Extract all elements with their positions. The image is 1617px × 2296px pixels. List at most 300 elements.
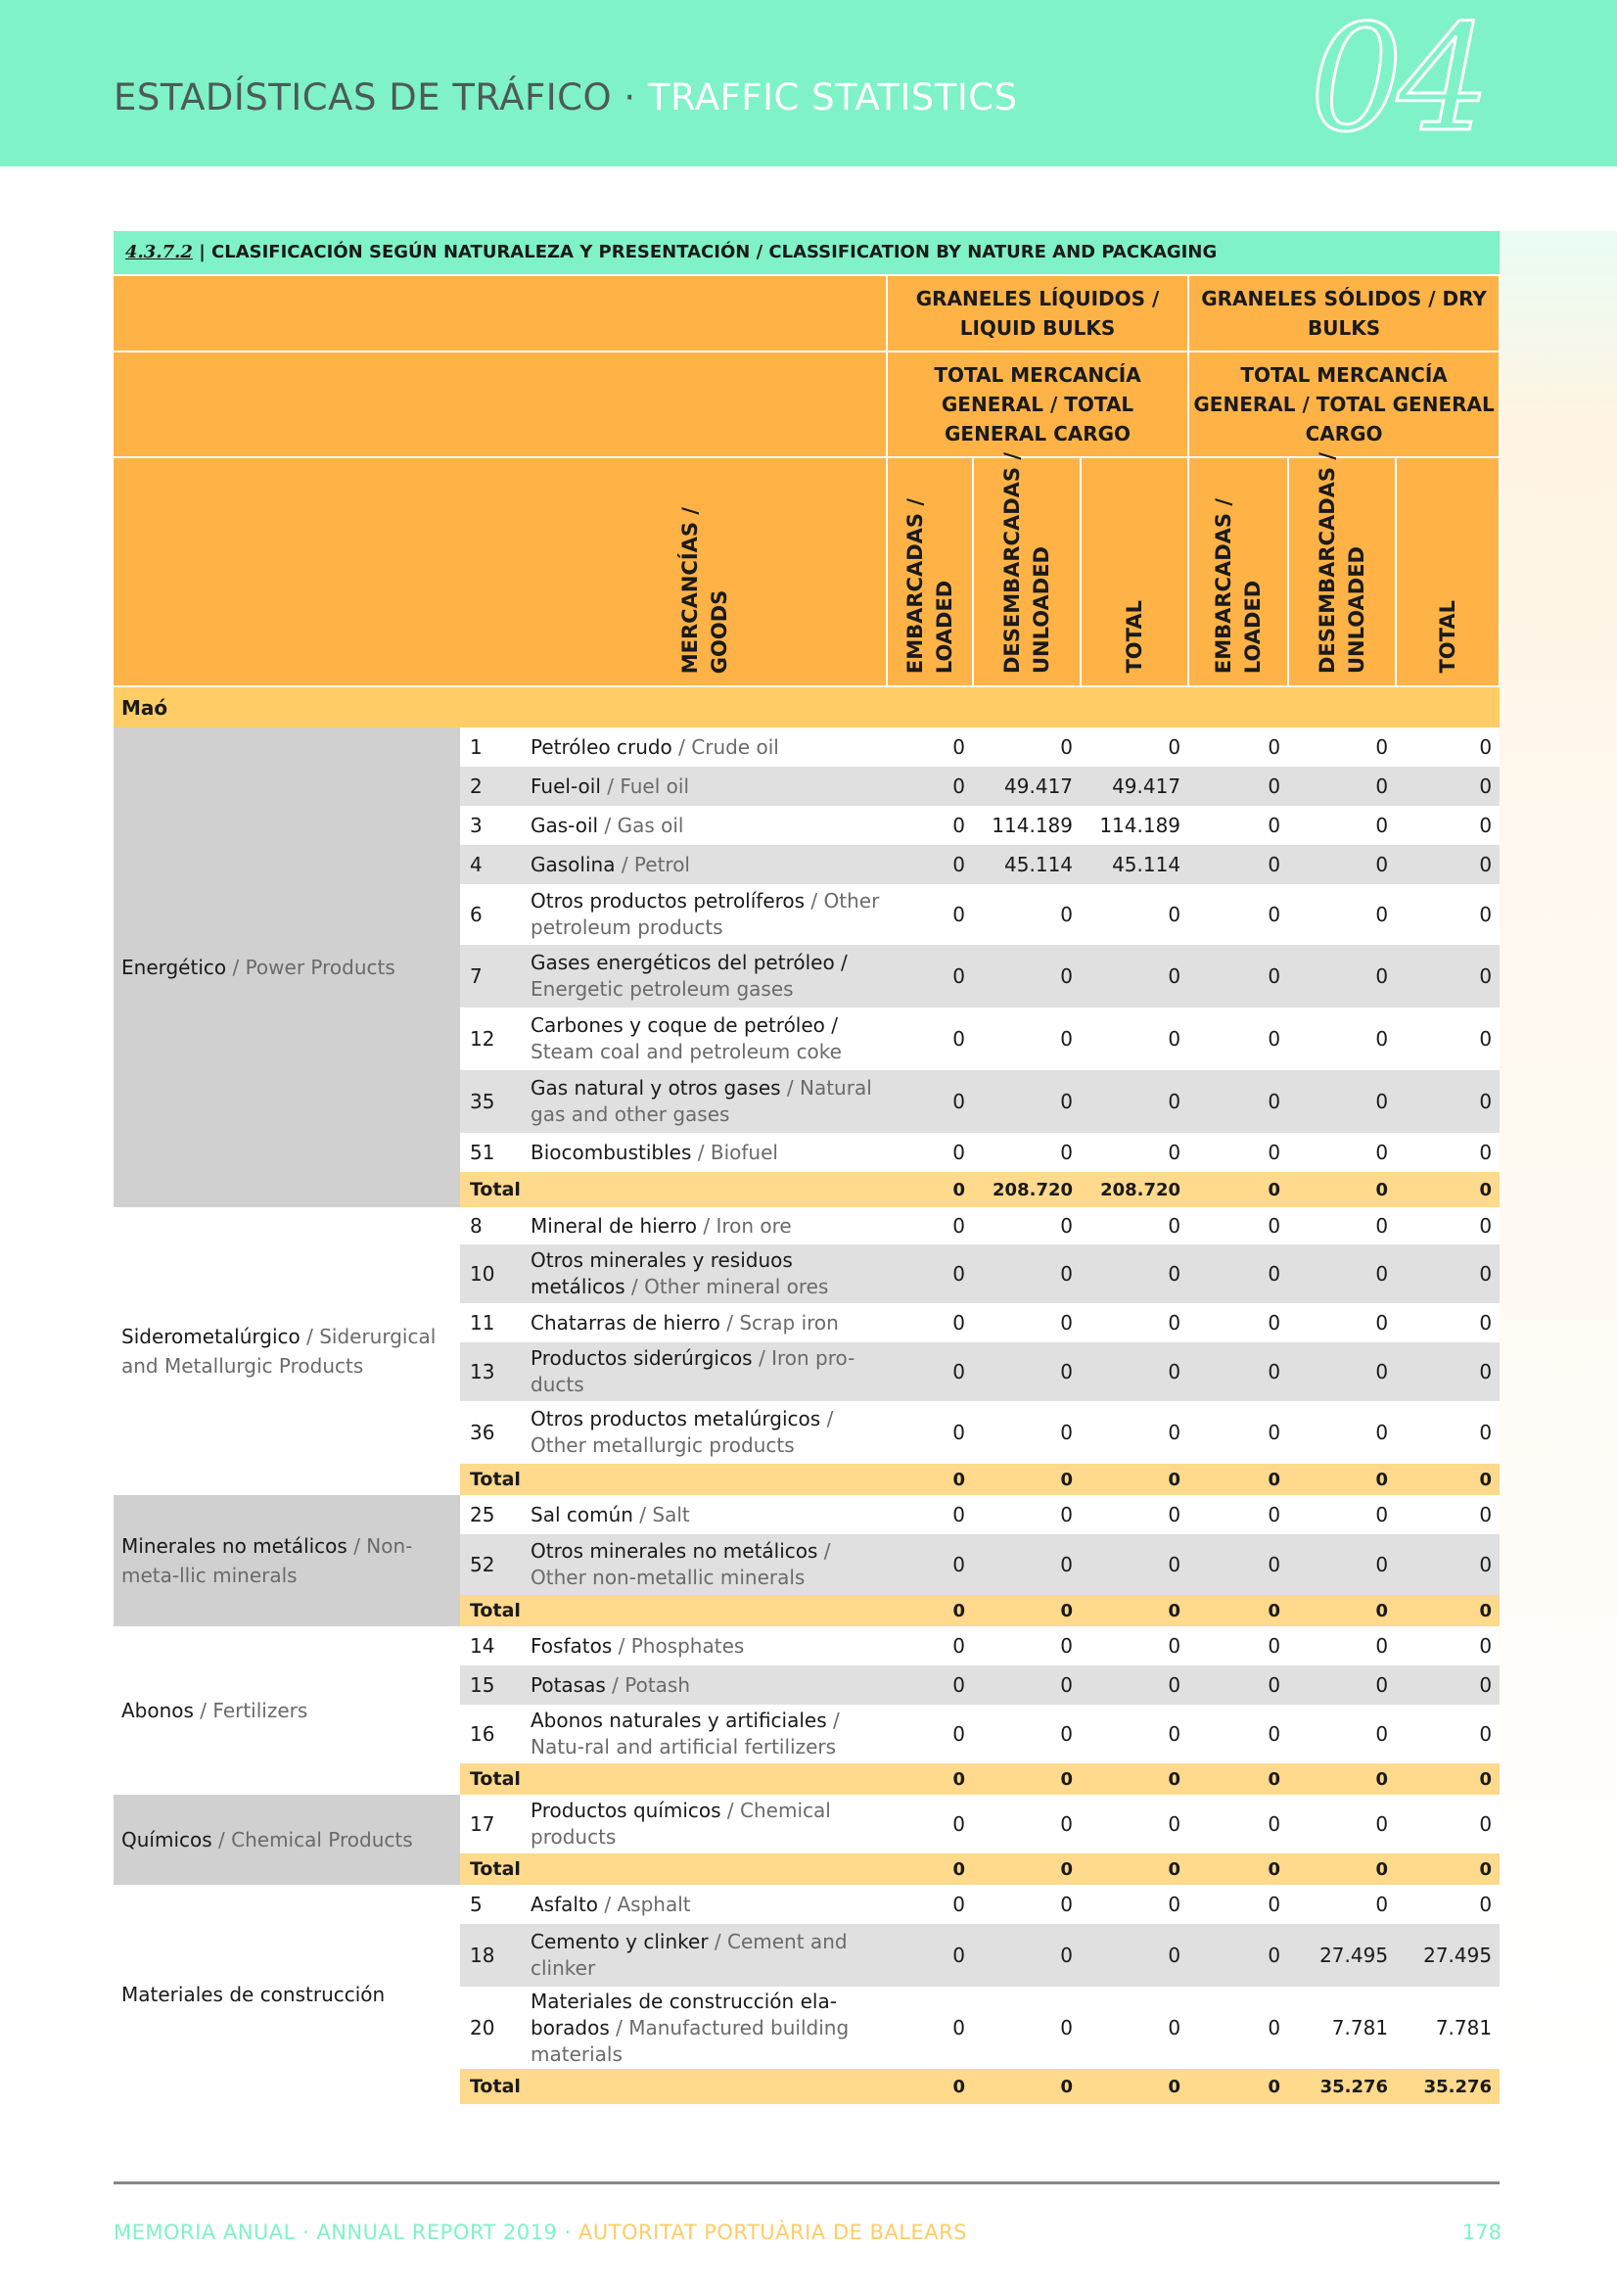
goods-name-es: Otros minerales y residuos metálicos	[531, 1248, 793, 1298]
value-liquid-unloaded: 0	[973, 1534, 1081, 1595]
goods-name	[525, 945, 887, 1007]
total-value: 0	[973, 2069, 1081, 2104]
header-title-es: ESTADÍSTICAS DE TRÁFICO	[114, 76, 613, 118]
value-liquid-loaded: 0	[887, 1705, 973, 1763]
total-value: 0	[1081, 1595, 1188, 1626]
col-dry-total: TOTAL	[1396, 457, 1500, 686]
goods-code: 3	[460, 806, 525, 845]
header-blank	[114, 351, 887, 457]
total-value: 0	[1288, 1464, 1396, 1495]
group-label	[114, 1885, 460, 2104]
section-number: 4.3.7.2	[125, 242, 193, 262]
goods-code: 17	[460, 1795, 525, 1853]
group-label	[114, 727, 460, 1207]
goods-code: 12	[460, 1007, 525, 1070]
page-number: 178	[1461, 2221, 1502, 2244]
value-liquid-unloaded: 49.417	[973, 767, 1081, 806]
goods-name-es: Otros productos metalúrgicos	[531, 1407, 821, 1430]
goods-name	[525, 1070, 887, 1133]
goods-name-en: / Other mineral ores	[624, 1275, 829, 1298]
value-liquid-unloaded: 0	[973, 1133, 1081, 1172]
value-dry-total: 0	[1396, 1665, 1500, 1705]
table-row	[114, 1885, 1500, 1924]
goods-name-es: Productos siderúrgicos	[531, 1346, 753, 1370]
value-dry-unloaded: 0	[1288, 1626, 1396, 1665]
value-dry-total: 0	[1396, 1244, 1500, 1303]
value-dry-total: 0	[1396, 1070, 1500, 1133]
table-row	[114, 1626, 1500, 1665]
table-row	[114, 1495, 1500, 1534]
value-liquid-unloaded: 0	[973, 1885, 1081, 1924]
goods-code: 5	[460, 1885, 525, 1924]
goods-name	[525, 1924, 887, 1987]
goods-name-es: Gases energéticos del petróleo /	[531, 951, 848, 974]
goods-name	[525, 1626, 887, 1665]
goods-code: 20	[460, 1987, 525, 2069]
goods-name-es: Chatarras de hierro	[531, 1310, 720, 1335]
value-dry-unloaded: 0	[1288, 1705, 1396, 1763]
value-dry-loaded: 0	[1188, 1534, 1288, 1595]
value-dry-loaded: 0	[1188, 1007, 1288, 1070]
value-dry-total: 0	[1396, 1401, 1500, 1464]
col-liquid-general-cargo: TOTAL MERCANCÍA GENERAL / TOTAL GENERAL CARGO	[887, 351, 1188, 457]
value-liquid-unloaded: 0	[973, 1924, 1081, 1987]
goods-name	[525, 767, 887, 806]
value-dry-unloaded: 0	[1288, 1303, 1396, 1342]
goods-name	[525, 1534, 887, 1595]
footer-rule	[114, 2181, 1500, 2184]
footer-text	[114, 2221, 967, 2244]
goods-name-en: / Natu-ral and artificial fertilizers	[531, 1709, 840, 1758]
value-dry-loaded: 0	[1188, 1207, 1288, 1244]
value-liquid-unloaded: 0	[973, 1070, 1081, 1133]
value-dry-loaded: 0	[1188, 727, 1288, 767]
value-liquid-loaded: 0	[887, 767, 973, 806]
value-dry-loaded: 0	[1188, 1987, 1288, 2069]
value-liquid-loaded: 0	[887, 1885, 973, 1924]
value-liquid-loaded: 0	[887, 1924, 973, 1987]
value-dry-unloaded: 0	[1288, 1534, 1396, 1595]
total-value: 0	[1188, 1172, 1288, 1207]
value-dry-loaded: 0	[1188, 1885, 1288, 1924]
goods-name	[525, 1987, 887, 2069]
goods-code: 36	[460, 1401, 525, 1464]
value-liquid-loaded: 0	[887, 1534, 973, 1595]
total-value: 35.276	[1396, 2069, 1500, 2104]
group-label-es: Siderometalúrgico	[121, 1325, 300, 1348]
goods-name	[525, 1495, 887, 1534]
value-liquid-total: 114.189	[1081, 806, 1188, 845]
value-dry-loaded: 0	[1188, 945, 1288, 1007]
col-liquid-unloaded: DESEMBARCADAS / UNLOADED	[973, 457, 1081, 686]
value-dry-unloaded: 0	[1288, 1070, 1396, 1133]
value-dry-unloaded: 0	[1288, 767, 1396, 806]
total-value: 0	[1081, 1464, 1188, 1495]
value-dry-total: 0	[1396, 845, 1500, 884]
goods-code: 14	[460, 1626, 525, 1665]
goods-code: 35	[460, 1070, 525, 1133]
goods-name	[525, 1244, 887, 1303]
value-liquid-total: 0	[1081, 1401, 1188, 1464]
value-dry-loaded: 0	[1188, 845, 1288, 884]
value-dry-loaded: 0	[1188, 1133, 1288, 1172]
value-dry-total: 0	[1396, 1207, 1500, 1244]
value-liquid-loaded: 0	[887, 1207, 973, 1244]
goods-name-en: / Scrap iron	[719, 1310, 839, 1335]
total-value: 0	[1188, 1763, 1288, 1795]
goods-name-en: Steam coal and petroleum coke	[531, 1040, 842, 1063]
value-dry-unloaded: 0	[1288, 1401, 1396, 1464]
goods-code: 15	[460, 1665, 525, 1705]
goods-name	[525, 1303, 887, 1342]
value-liquid-loaded: 0	[887, 1007, 973, 1070]
value-dry-unloaded: 0	[1288, 945, 1396, 1007]
value-dry-loaded: 0	[1188, 1705, 1288, 1763]
value-dry-unloaded: 0	[1288, 1244, 1396, 1303]
goods-name-en: / Cement and clinker	[531, 1930, 848, 1980]
value-liquid-loaded: 0	[887, 1665, 973, 1705]
goods-code: 52	[460, 1534, 525, 1595]
value-liquid-unloaded: 0	[973, 1207, 1081, 1244]
goods-name-es: Fuel-oil	[531, 773, 601, 798]
col-liquid-loaded: EMBARCADAS / LOADED	[887, 457, 973, 686]
value-liquid-total: 0	[1081, 1795, 1188, 1853]
decorative-side-strip	[1500, 231, 1617, 2189]
value-liquid-loaded: 0	[887, 1495, 973, 1534]
goods-name-en: / Biofuel	[691, 1140, 778, 1164]
value-liquid-total: 45.114	[1081, 845, 1188, 884]
col-dry-loaded: EMBARCADAS / LOADED	[1188, 457, 1288, 686]
total-label: Total	[460, 1464, 887, 1495]
total-value: 0	[973, 1595, 1081, 1626]
goods-name	[525, 1401, 887, 1464]
total-value: 0	[1396, 1763, 1500, 1795]
value-liquid-loaded: 0	[887, 1133, 973, 1172]
goods-code: 10	[460, 1244, 525, 1303]
goods-name-es: Mineral de hierro	[531, 1213, 697, 1238]
value-liquid-total: 0	[1081, 727, 1188, 767]
total-value: 0	[887, 1464, 973, 1495]
goods-name-es: Materiales de construcción ela-borados	[531, 1989, 837, 2039]
total-value: 0	[887, 1853, 973, 1885]
goods-code: 11	[460, 1303, 525, 1342]
value-dry-loaded: 0	[1188, 1342, 1288, 1401]
value-dry-total: 0	[1396, 1626, 1500, 1665]
value-dry-total: 0	[1396, 1885, 1500, 1924]
total-value: 0	[1081, 1763, 1188, 1795]
table-row	[114, 727, 1500, 767]
value-dry-unloaded: 0	[1288, 806, 1396, 845]
goods-code: 7	[460, 945, 525, 1007]
total-value: 0	[1081, 2069, 1188, 2104]
value-liquid-loaded: 0	[887, 806, 973, 845]
group-label-en: / Chemical Products	[211, 1828, 413, 1851]
value-liquid-unloaded: 0	[973, 1987, 1081, 2069]
group-label-en: / Non-meta-llic minerals	[121, 1534, 413, 1587]
total-value: 0	[887, 1172, 973, 1207]
goods-name-es: Carbones y coque de petróleo /	[531, 1013, 839, 1037]
goods-code: 13	[460, 1342, 525, 1401]
value-liquid-total: 0	[1081, 1626, 1188, 1665]
value-dry-loaded: 0	[1188, 1626, 1288, 1665]
group-label-es: Químicos	[121, 1828, 212, 1851]
goods-name	[525, 1665, 887, 1705]
value-liquid-unloaded: 0	[973, 1401, 1081, 1464]
goods-name-en: / Asphalt	[598, 1892, 691, 1916]
value-liquid-unloaded: 45.114	[973, 845, 1081, 884]
total-value: 0	[1288, 1595, 1396, 1626]
value-dry-unloaded: 0	[1288, 1133, 1396, 1172]
value-liquid-loaded: 0	[887, 845, 973, 884]
total-label: Total	[460, 1172, 887, 1207]
value-liquid-unloaded: 0	[973, 1007, 1081, 1070]
value-dry-loaded: 0	[1188, 1244, 1288, 1303]
group-label-en: / Fertilizers	[193, 1699, 308, 1722]
footer-authority: AUTORITAT PORTUÀRIA DE BALEARS	[578, 2221, 967, 2244]
goods-name	[525, 1705, 887, 1763]
value-liquid-total: 0	[1081, 1885, 1188, 1924]
goods-name	[525, 1342, 887, 1401]
value-dry-total: 0	[1396, 806, 1500, 845]
group-label-es: Abonos	[121, 1699, 194, 1722]
total-value: 0	[1288, 1172, 1396, 1207]
section-title-text: | CLASIFICACIÓN SEGÚN NATURALEZA Y PRESENTACIÓN / CLASSIFICATION BY NATURE AND PACKAGING	[199, 242, 1218, 262]
goods-name-en: / Other non-metallic minerals	[531, 1539, 831, 1589]
value-liquid-loaded: 0	[887, 884, 973, 945]
header-blank	[114, 275, 887, 351]
goods-name-en: / Natural gas and other gases	[531, 1076, 872, 1126]
value-liquid-loaded: 0	[887, 1342, 973, 1401]
value-liquid-unloaded: 0	[973, 1626, 1081, 1665]
value-liquid-loaded: 0	[887, 1244, 973, 1303]
goods-name-en: Energetic petroleum gases	[531, 977, 794, 1001]
goods-name-es: Fosfatos	[531, 1633, 613, 1658]
value-liquid-unloaded: 0	[973, 1244, 1081, 1303]
value-dry-loaded: 0	[1188, 884, 1288, 945]
total-label: Total	[460, 1763, 887, 1795]
col-goods-label: MERCANCÍAS / GOODS	[678, 506, 731, 674]
goods-name-es: Biocombustibles	[531, 1140, 692, 1164]
group-label-es: Energético	[121, 956, 227, 979]
goods-name-es: Gas natural y otros gases	[531, 1076, 781, 1100]
value-dry-total: 0	[1396, 1795, 1500, 1853]
value-dry-unloaded: 0	[1288, 845, 1396, 884]
goods-name-en: / Potash	[605, 1672, 691, 1697]
value-dry-unloaded: 7.781	[1288, 1987, 1396, 2069]
col-dry-unloaded: DESEMBARCADAS / UNLOADED	[1288, 457, 1396, 686]
value-dry-total: 0	[1396, 1303, 1500, 1342]
value-liquid-total: 0	[1081, 884, 1188, 945]
total-value: 0	[1396, 1853, 1500, 1885]
col-goods	[114, 457, 887, 686]
goods-name	[525, 1133, 887, 1172]
group-label	[114, 1495, 460, 1626]
total-label: Total	[460, 1595, 887, 1626]
goods-name-en: / Other metallurgic products	[531, 1407, 834, 1457]
group-label-es: Minerales no metálicos	[121, 1534, 347, 1558]
footer-report: MEMORIA ANUAL · ANNUAL REPORT 2019 ·	[114, 2221, 578, 2244]
goods-name-en: / Iron ore	[696, 1213, 792, 1238]
goods-code: 25	[460, 1495, 525, 1534]
value-dry-unloaded: 0	[1288, 1495, 1396, 1534]
goods-name	[525, 727, 887, 767]
chapter-number: 04	[1310, 0, 1485, 164]
value-dry-loaded: 0	[1188, 1401, 1288, 1464]
goods-name-es: Sal común	[531, 1502, 633, 1526]
col-dry-bulks: GRANELES SÓLIDOS / DRY BULKS	[1188, 275, 1500, 351]
goods-name-es: Asfalto	[531, 1892, 599, 1916]
header-title-en: TRAFFIC STATISTICS	[647, 76, 1018, 118]
value-dry-total: 0	[1396, 945, 1500, 1007]
goods-name-en: / Gas oil	[598, 813, 684, 837]
total-value: 0	[1188, 1853, 1288, 1885]
goods-name-en: / Chemical products	[531, 1799, 831, 1849]
value-liquid-unloaded: 0	[973, 727, 1081, 767]
value-dry-total: 0	[1396, 1495, 1500, 1534]
value-liquid-loaded: 0	[887, 1795, 973, 1853]
value-liquid-total: 0	[1081, 1924, 1188, 1987]
total-value: 208.720	[1081, 1172, 1188, 1207]
value-dry-total: 27.495	[1396, 1924, 1500, 1987]
value-dry-total: 0	[1396, 727, 1500, 767]
value-dry-unloaded: 0	[1288, 1795, 1396, 1853]
value-dry-loaded: 0	[1188, 1070, 1288, 1133]
goods-name-es: Gas-oil	[531, 813, 599, 837]
goods-name	[525, 884, 887, 945]
goods-code: 1	[460, 727, 525, 767]
total-value: 0	[1288, 1763, 1396, 1795]
total-value: 0	[1188, 1464, 1288, 1495]
goods-name-en: / Manufactured building materials	[531, 2015, 850, 2066]
goods-name-en: / Other petroleum products	[531, 889, 880, 939]
goods-name-en: / Petrol	[615, 852, 690, 876]
value-liquid-total: 0	[1081, 1534, 1188, 1595]
goods-code: 51	[460, 1133, 525, 1172]
value-liquid-loaded: 0	[887, 1070, 973, 1133]
value-liquid-total: 0	[1081, 1987, 1188, 2069]
goods-name	[525, 1007, 887, 1070]
goods-name	[525, 1207, 887, 1244]
value-liquid-total: 0	[1081, 1207, 1188, 1244]
value-liquid-total: 0	[1081, 945, 1188, 1007]
goods-name-es: Productos químicos	[531, 1799, 721, 1822]
value-dry-unloaded: 0	[1288, 884, 1396, 945]
value-liquid-loaded: 0	[887, 945, 973, 1007]
total-value: 35.276	[1288, 2069, 1396, 2104]
goods-name-es: Gasolina	[531, 852, 616, 876]
total-value: 0	[973, 1464, 1081, 1495]
goods-name-en: / Fuel oil	[600, 773, 689, 798]
value-dry-unloaded: 0	[1288, 1207, 1396, 1244]
value-liquid-total: 49.417	[1081, 767, 1188, 806]
total-value: 0	[887, 1763, 973, 1795]
value-liquid-total: 0	[1081, 1705, 1188, 1763]
total-value: 0	[1081, 1853, 1188, 1885]
goods-code: 16	[460, 1705, 525, 1763]
value-dry-loaded: 0	[1188, 1495, 1288, 1534]
header-separator: ·	[624, 76, 636, 118]
value-liquid-total: 0	[1081, 1303, 1188, 1342]
goods-name	[525, 806, 887, 845]
value-dry-loaded: 0	[1188, 1303, 1288, 1342]
traffic-table	[114, 274, 1501, 2104]
value-dry-total: 0	[1396, 1534, 1500, 1595]
value-liquid-unloaded: 0	[973, 884, 1081, 945]
value-dry-total: 0	[1396, 1133, 1500, 1172]
goods-code: 4	[460, 845, 525, 884]
value-liquid-unloaded: 114.189	[973, 806, 1081, 845]
section-title	[114, 231, 1500, 274]
value-liquid-loaded: 0	[887, 1303, 973, 1342]
value-dry-total: 0	[1396, 1705, 1500, 1763]
value-liquid-loaded: 0	[887, 727, 973, 767]
total-value: 0	[1288, 1853, 1396, 1885]
value-liquid-unloaded: 0	[973, 1303, 1081, 1342]
table-row	[114, 1207, 1500, 1244]
col-dry-general-cargo: TOTAL MERCANCÍA GENERAL / TOTAL GENERAL CARGO	[1188, 351, 1500, 457]
value-dry-unloaded: 27.495	[1288, 1924, 1396, 1987]
goods-name-es: Abonos naturales y artificiales	[531, 1709, 827, 1732]
goods-name-es: Petróleo crudo	[531, 734, 672, 759]
total-value: 0	[1396, 1464, 1500, 1495]
page-header	[0, 0, 1617, 166]
total-label: Total	[460, 1853, 887, 1885]
goods-name-es: Cemento y clinker	[531, 1930, 709, 1953]
group-label	[114, 1207, 460, 1495]
total-value: 0	[1396, 1595, 1500, 1626]
value-liquid-total: 0	[1081, 1495, 1188, 1534]
value-liquid-unloaded: 0	[973, 1495, 1081, 1534]
total-value: 0	[1188, 1595, 1288, 1626]
goods-name	[525, 1795, 887, 1853]
total-value: 0	[973, 1853, 1081, 1885]
value-liquid-total: 0	[1081, 1007, 1188, 1070]
total-value: 0	[887, 1595, 973, 1626]
group-label	[114, 1626, 460, 1795]
goods-name-en: / Salt	[632, 1502, 690, 1526]
group-label-en: / Siderurgical and Metallurgic Products	[121, 1325, 437, 1378]
value-dry-unloaded: 0	[1288, 1665, 1396, 1705]
total-value: 0	[1188, 2069, 1288, 2104]
total-value: 208.720	[973, 1172, 1081, 1207]
value-liquid-unloaded: 0	[973, 1705, 1081, 1763]
value-dry-unloaded: 0	[1288, 727, 1396, 767]
value-liquid-total: 0	[1081, 1342, 1188, 1401]
value-dry-total: 0	[1396, 1342, 1500, 1401]
goods-name	[525, 1885, 887, 1924]
value-dry-loaded: 0	[1188, 767, 1288, 806]
total-label: Total	[460, 2069, 887, 2104]
value-liquid-unloaded: 0	[973, 1795, 1081, 1853]
goods-code: 2	[460, 767, 525, 806]
table-row	[114, 1795, 1500, 1853]
goods-name	[525, 845, 887, 884]
value-dry-loaded: 0	[1188, 1665, 1288, 1705]
value-liquid-loaded: 0	[887, 1401, 973, 1464]
value-liquid-unloaded: 0	[973, 1342, 1081, 1401]
port-name: Maó	[114, 686, 1500, 727]
group-label	[114, 1795, 460, 1885]
col-liquid-total: TOTAL	[1081, 457, 1188, 686]
value-dry-unloaded: 0	[1288, 1007, 1396, 1070]
goods-code: 6	[460, 884, 525, 945]
goods-name-es: Potasas	[531, 1672, 606, 1697]
group-label-en: / Power Products	[226, 956, 395, 979]
value-dry-unloaded: 0	[1288, 1885, 1396, 1924]
goods-name-es: Otros productos petrolíferos	[531, 889, 806, 913]
page-header-title	[114, 76, 1018, 118]
value-dry-total: 0	[1396, 884, 1500, 945]
